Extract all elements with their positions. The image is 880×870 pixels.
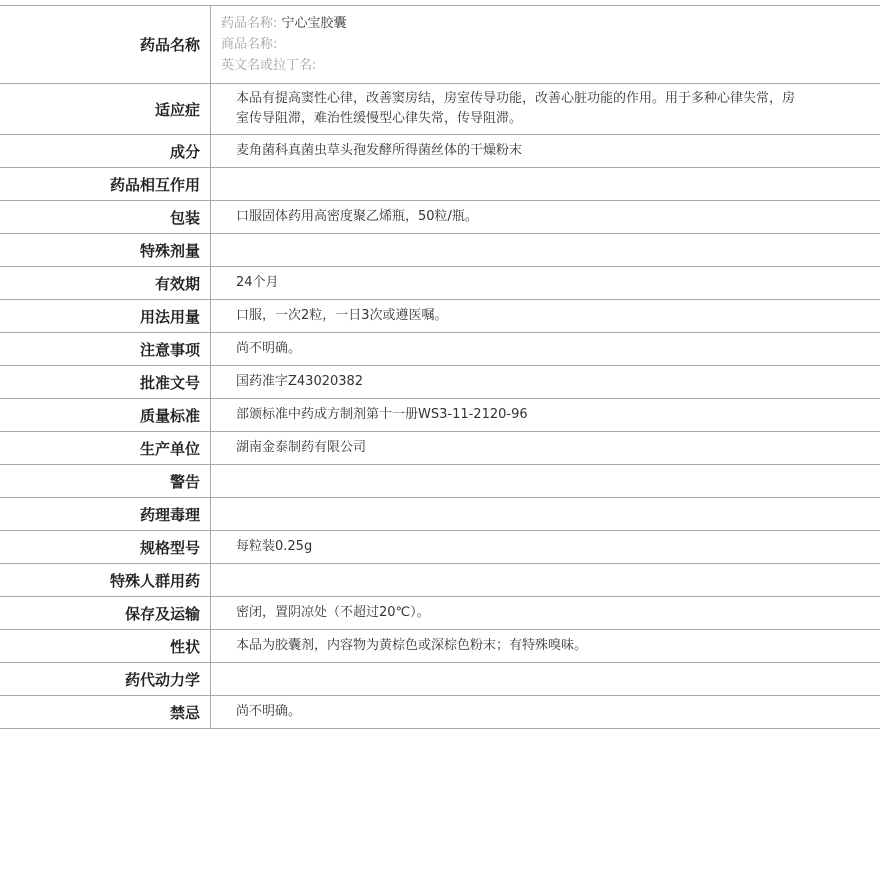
row-label: 禁忌 — [0, 696, 211, 729]
row-label: 质量标准 — [0, 399, 211, 432]
row-quality-standard — [0, 399, 880, 432]
generic-name-value: 宁心宝胶囊 — [281, 16, 347, 31]
row-label: 生产单位 — [0, 432, 211, 465]
row-indications — [0, 84, 880, 135]
row-value — [211, 168, 880, 201]
row-pharmacokinetics — [0, 663, 880, 696]
row-label: 性状 — [0, 630, 211, 663]
row-label: 药理毒理 — [0, 498, 211, 531]
row-warning — [0, 465, 880, 498]
row-label: 警告 — [0, 465, 211, 498]
row-approval-number — [0, 366, 880, 399]
row-value: 麦角菌科真菌虫草头孢发酵所得菌丝体的干燥粉末 — [211, 135, 880, 168]
row-label: 注意事项 — [0, 333, 211, 366]
row-contraindications — [0, 696, 880, 729]
row-label: 保存及运输 — [0, 597, 211, 630]
row-label: 规格型号 — [0, 531, 211, 564]
row-label: 用法用量 — [0, 300, 211, 333]
row-value: 尚不明确。 — [211, 696, 880, 729]
row-description — [0, 630, 880, 663]
english-name-label: 英文名或拉丁名: — [221, 58, 317, 73]
generic-name-label: 药品名称: — [221, 16, 278, 31]
row-value — [211, 498, 880, 531]
row-label: 特殊剂量 — [0, 234, 211, 267]
row-label: 特殊人群用药 — [0, 564, 211, 597]
row-value — [211, 234, 880, 267]
row-pharmacology-toxicology — [0, 498, 880, 531]
row-value: 部颁标准中药成方制剂第十一册WS3-11-2120-96 — [211, 399, 880, 432]
row-label: 有效期 — [0, 267, 211, 300]
row-value — [211, 465, 880, 498]
row-label: 批准文号 — [0, 366, 211, 399]
drug-info-table — [0, 5, 880, 729]
row-value: 24个月 — [211, 267, 880, 300]
row-storage-transport — [0, 597, 880, 630]
row-shelf-life — [0, 267, 880, 300]
row-value: 密闭，置阴凉处（不超过20℃）。 — [211, 597, 880, 630]
row-value: 本品有提高窦性心律，改善窦房结，房室传导功能，改善心脏功能的作用。用于多种心律失常，房室传导阻滞，难治性缓慢型心律失常，传导阻滞。 — [211, 84, 880, 135]
row-label: 药品相互作用 — [0, 168, 211, 201]
row-specification — [0, 531, 880, 564]
row-label: 药品名称 — [0, 6, 211, 84]
row-value — [211, 564, 880, 597]
row-label: 药代动力学 — [0, 663, 211, 696]
row-value: 每粒装0.25g — [211, 531, 880, 564]
row-value: 湖南金泰制药有限公司 — [211, 432, 880, 465]
trade-name-line — [221, 34, 880, 55]
row-ingredients — [0, 135, 880, 168]
row-drug-name — [0, 6, 880, 84]
row-value: 国药准字Z43020382 — [211, 366, 880, 399]
row-value: 口服固体药用高密度聚乙烯瓶，50粒/瓶。 — [211, 201, 880, 234]
row-value: 本品为胶囊剂，内容物为黄棕色或深棕色粉末；有特殊嗅味。 — [211, 630, 880, 663]
row-drug-interactions — [0, 168, 880, 201]
row-value: 尚不明确。 — [211, 333, 880, 366]
row-packaging — [0, 201, 880, 234]
row-label: 成分 — [0, 135, 211, 168]
row-precautions — [0, 333, 880, 366]
generic-name-line — [221, 13, 880, 34]
row-value — [211, 663, 880, 696]
row-label: 包装 — [0, 201, 211, 234]
row-value: 口服，一次2粒，一日3次或遵医嘱。 — [211, 300, 880, 333]
drug-name-values — [211, 6, 880, 84]
row-label: 适应症 — [0, 84, 211, 135]
row-special-populations — [0, 564, 880, 597]
english-name-line — [221, 55, 880, 76]
row-special-dosage — [0, 234, 880, 267]
row-manufacturer — [0, 432, 880, 465]
row-usage-dosage — [0, 300, 880, 333]
trade-name-label: 商品名称: — [221, 37, 278, 52]
